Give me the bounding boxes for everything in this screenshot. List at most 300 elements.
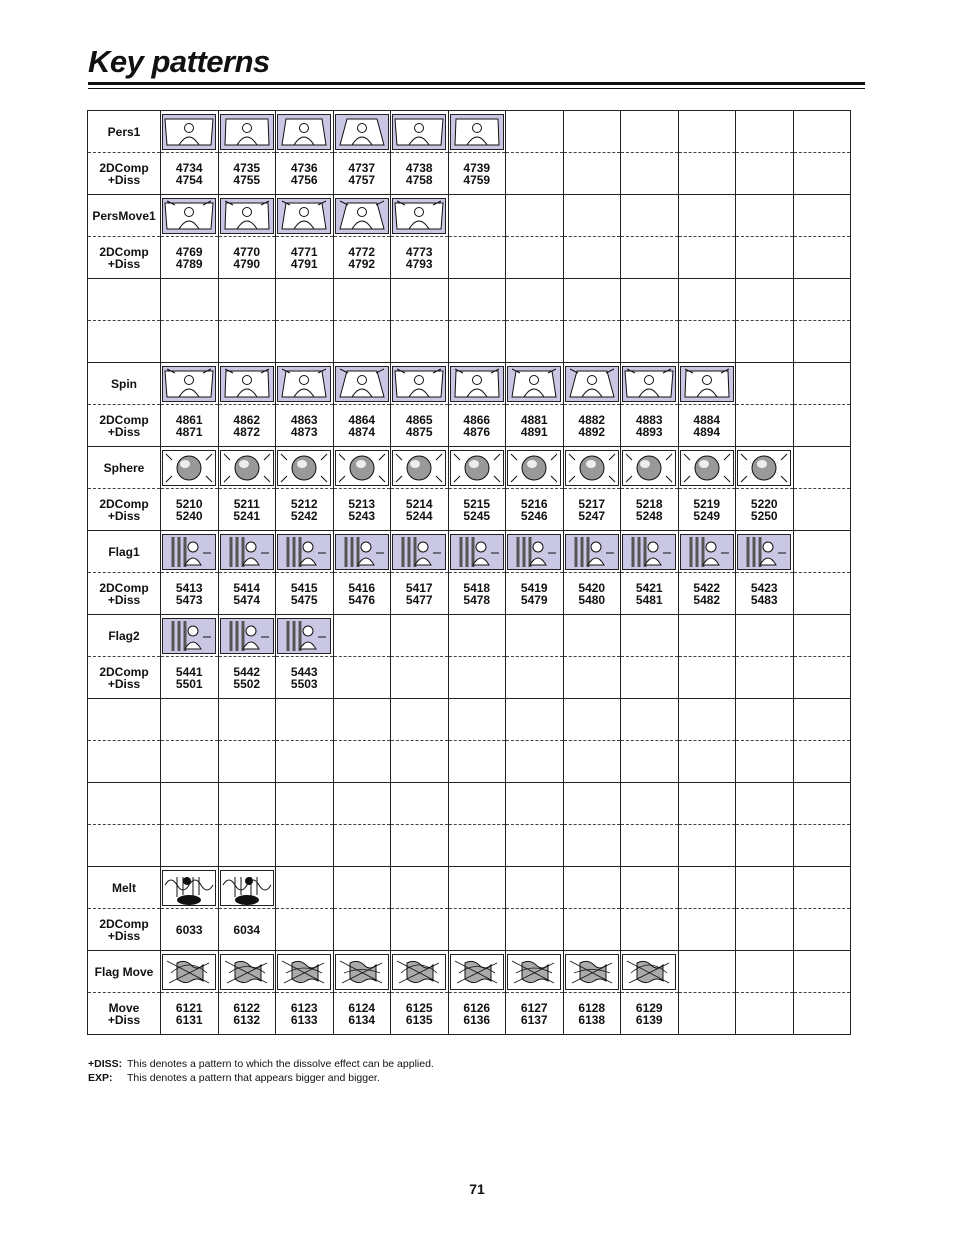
pattern-code-row (88, 993, 851, 1035)
pattern-cell (506, 867, 564, 909)
pattern-number: 4875 (405, 424, 433, 439)
pattern-cell (391, 951, 449, 993)
pattern-number: 5214 (405, 496, 433, 511)
pattern-number: 6135 (405, 1012, 433, 1027)
pattern-code-cell (391, 825, 449, 867)
pattern-code-cell (218, 321, 276, 363)
pattern-code-cell (793, 741, 851, 783)
pattern-cell (793, 699, 851, 741)
pers-move-icon (277, 198, 331, 234)
pattern-number: 4790 (233, 256, 261, 271)
pattern-cell (391, 195, 449, 237)
pattern-code-row (88, 321, 851, 363)
flag-move-icon (220, 954, 274, 990)
pattern-code-cell (621, 573, 679, 615)
pattern-code-cell (793, 237, 851, 279)
pattern-number: 4756 (290, 172, 318, 187)
pattern-number: 6033 (175, 922, 203, 937)
pattern-cell (333, 699, 391, 741)
pers-move-icon (335, 198, 389, 234)
sub-label-line: +Diss (107, 928, 141, 943)
sub-label-line: Move (108, 1000, 140, 1015)
pattern-code-row (88, 489, 851, 531)
pattern-number: 4864 (348, 412, 376, 427)
pattern-code-row (88, 237, 851, 279)
pattern-sub-label (88, 909, 161, 951)
pattern-code-cell (563, 993, 621, 1035)
pattern-code-cell (333, 993, 391, 1035)
flag-move-icon (277, 954, 331, 990)
sub-label-line: +Diss (107, 424, 141, 439)
pattern-cell (563, 615, 621, 657)
pattern-code-cell (563, 657, 621, 699)
sub-label-line: +Diss (107, 256, 141, 271)
pattern-number: 4771 (290, 244, 318, 259)
pattern-code-cell (678, 153, 736, 195)
pattern-cell (736, 615, 794, 657)
sphere-icon (335, 450, 389, 486)
pattern-number: 4770 (233, 244, 261, 259)
pattern-group-label: Flag Move (88, 951, 161, 993)
pattern-cell (276, 531, 334, 573)
pattern-code-cell (218, 237, 276, 279)
pattern-cell (563, 951, 621, 993)
pattern-number: 5422 (693, 580, 721, 595)
pattern-cell (161, 447, 219, 489)
pattern-code-cell (621, 489, 679, 531)
flag-move-icon (622, 954, 676, 990)
pattern-cell (563, 867, 621, 909)
pattern-code-row (88, 741, 851, 783)
pattern-number: 5243 (348, 508, 376, 523)
pattern-number: 5482 (693, 592, 721, 607)
footnotes (88, 1057, 434, 1085)
pattern-sub-label (88, 153, 161, 195)
pattern-cell (793, 279, 851, 321)
spin-icon (565, 366, 619, 402)
pattern-cell (448, 111, 506, 153)
sub-label-line: +Diss (107, 592, 141, 607)
pattern-cell (161, 951, 219, 993)
pattern-cell (448, 783, 506, 825)
pattern-cell (333, 615, 391, 657)
pattern-code-cell (563, 489, 621, 531)
pattern-code-cell (161, 993, 219, 1035)
pattern-cell (736, 531, 794, 573)
spin-icon (162, 366, 216, 402)
pattern-code-cell (276, 741, 334, 783)
pattern-number: 4757 (348, 172, 376, 187)
pers-move-icon (392, 198, 446, 234)
pattern-number: 5441 (175, 664, 203, 679)
pattern-code-cell (793, 321, 851, 363)
pattern-code-cell (161, 489, 219, 531)
pattern-code-cell (276, 237, 334, 279)
pattern-sub-label (88, 573, 161, 615)
pattern-code-cell (506, 405, 564, 447)
pattern-number: 4861 (175, 412, 203, 427)
pattern-number: 5473 (175, 592, 203, 607)
pattern-number: 4739 (463, 160, 491, 175)
pattern-code-cell (161, 909, 219, 951)
pattern-group-label: Spin (88, 363, 161, 405)
sphere-icon (507, 450, 561, 486)
pattern-code-cell (448, 321, 506, 363)
pattern-number: 4884 (693, 412, 721, 427)
pattern-cell (506, 279, 564, 321)
pattern-number: 4758 (405, 172, 433, 187)
pattern-cell (563, 783, 621, 825)
pattern-cell (391, 867, 449, 909)
pattern-number: 6123 (290, 1000, 318, 1015)
pattern-cell (161, 699, 219, 741)
pattern-code-cell (621, 657, 679, 699)
pattern-cell (161, 363, 219, 405)
pattern-code-cell (218, 573, 276, 615)
pattern-cell (621, 195, 679, 237)
sphere-icon (220, 450, 274, 486)
sub-label-line: 2DComp (99, 496, 149, 511)
footnote-key: +DISS: (88, 1058, 123, 1070)
pattern-code-cell (448, 657, 506, 699)
pattern-code-cell (506, 825, 564, 867)
pers-move-icon (162, 198, 216, 234)
pattern-number: 4873 (290, 424, 318, 439)
pattern-cell (161, 615, 219, 657)
pattern-cell (678, 111, 736, 153)
pattern-cell (736, 951, 794, 993)
footnote-text: This denotes a pattern to which the dissolve effect can be applied. (127, 1058, 434, 1070)
pattern-code-cell (506, 237, 564, 279)
pattern-cell (678, 951, 736, 993)
sphere-icon (737, 450, 791, 486)
pattern-number: 5219 (693, 496, 721, 511)
pattern-cell (506, 195, 564, 237)
pattern-cell (678, 195, 736, 237)
pattern-code-cell (333, 825, 391, 867)
pattern-number: 6129 (635, 1000, 663, 1015)
pattern-number: 5247 (578, 508, 606, 523)
pattern-code-row (88, 909, 851, 951)
pattern-number: 6127 (520, 1000, 548, 1015)
pattern-number: 6124 (348, 1000, 376, 1015)
pattern-cell (276, 195, 334, 237)
pattern-code-cell (333, 237, 391, 279)
pers-person-icon (220, 114, 274, 150)
pattern-cell (793, 615, 851, 657)
pattern-code-cell (218, 405, 276, 447)
pattern-code-cell (391, 321, 449, 363)
pattern-cell (621, 867, 679, 909)
pattern-code-cell (736, 153, 794, 195)
pattern-code-cell (678, 657, 736, 699)
pattern-cell (276, 783, 334, 825)
pattern-number: 5503 (290, 676, 318, 691)
pattern-number: 5213 (348, 496, 376, 511)
pattern-number: 5417 (405, 580, 433, 595)
pattern-cell (218, 447, 276, 489)
pattern-code-cell (276, 321, 334, 363)
pattern-number: 5477 (405, 592, 433, 607)
pattern-code-cell (678, 489, 736, 531)
pattern-code-cell (391, 573, 449, 615)
pattern-code-cell (161, 741, 219, 783)
pattern-cell (448, 699, 506, 741)
page-number: 71 (469, 1181, 485, 1197)
pattern-cell (621, 699, 679, 741)
pattern-cell (621, 783, 679, 825)
pattern-code-row (88, 405, 851, 447)
sphere-icon (162, 450, 216, 486)
pattern-code-cell (678, 825, 736, 867)
pattern-cell (218, 111, 276, 153)
pattern-number: 5217 (578, 496, 606, 511)
pattern-cell (218, 363, 276, 405)
flag-move-icon (507, 954, 561, 990)
pattern-sub-label (88, 825, 161, 867)
pattern-code-cell (563, 405, 621, 447)
pattern-sub-label (88, 993, 161, 1035)
pattern-number: 5480 (578, 592, 606, 607)
pattern-number: 6125 (405, 1000, 433, 1015)
pattern-cell (563, 279, 621, 321)
pattern-group-label: Flag1 (88, 531, 161, 573)
pattern-code-cell (793, 657, 851, 699)
pattern-cell (161, 279, 219, 321)
pattern-code-cell (563, 909, 621, 951)
title-rule (88, 82, 865, 85)
pattern-code-cell (563, 153, 621, 195)
pattern-code-cell (448, 993, 506, 1035)
pattern-number: 5420 (578, 580, 606, 595)
pattern-cell (621, 615, 679, 657)
pattern-icon-row (88, 363, 851, 405)
flag-icon (680, 534, 734, 570)
sub-label-line: +Diss (107, 172, 141, 187)
pattern-cell (333, 531, 391, 573)
pers-person-icon (450, 114, 504, 150)
pattern-number: 5246 (520, 508, 548, 523)
sub-label-line: +Diss (107, 508, 141, 523)
pattern-icon-row (88, 531, 851, 573)
pattern-icon-row (88, 195, 851, 237)
pattern-group-label: Flag2 (88, 615, 161, 657)
sphere-icon (450, 450, 504, 486)
pattern-number: 5241 (233, 508, 261, 523)
pattern-group-label: Melt (88, 867, 161, 909)
pattern-number: 5423 (750, 580, 778, 595)
pattern-number: 4863 (290, 412, 318, 427)
pattern-cell (621, 363, 679, 405)
pattern-code-cell (333, 405, 391, 447)
pattern-cell (218, 615, 276, 657)
pattern-number: 5501 (175, 676, 203, 691)
pattern-number: 5415 (290, 580, 318, 595)
flag-icon (277, 618, 331, 654)
sub-label-line: 2DComp (99, 580, 149, 595)
pattern-number: 4792 (348, 256, 376, 271)
pattern-number: 5419 (520, 580, 548, 595)
pattern-cell (276, 615, 334, 657)
pattern-number: 5418 (463, 580, 491, 595)
spin-icon (220, 366, 274, 402)
pattern-cell (793, 447, 851, 489)
pattern-code-cell (218, 909, 276, 951)
pattern-cell (621, 279, 679, 321)
pattern-cell (333, 195, 391, 237)
pattern-cell (563, 363, 621, 405)
pattern-cell (161, 783, 219, 825)
pattern-number: 5416 (348, 580, 376, 595)
pattern-code-cell (276, 909, 334, 951)
pattern-code-cell (678, 741, 736, 783)
pattern-code-cell (621, 237, 679, 279)
pattern-code-cell (448, 909, 506, 951)
pattern-cell (506, 699, 564, 741)
pattern-cell (563, 531, 621, 573)
pattern-cell (276, 867, 334, 909)
pattern-cell (276, 951, 334, 993)
pattern-cell (276, 447, 334, 489)
pattern-cell (736, 867, 794, 909)
flag-icon (162, 618, 216, 654)
pattern-number: 6134 (348, 1012, 376, 1027)
pattern-code-cell (621, 993, 679, 1035)
pattern-number: 4738 (405, 160, 433, 175)
sub-label-line: +Diss (107, 676, 141, 691)
pers-person-icon (335, 114, 389, 150)
pattern-cell (218, 195, 276, 237)
pattern-code-cell (736, 657, 794, 699)
pattern-group-label (88, 279, 161, 321)
pattern-cell (333, 363, 391, 405)
pattern-cell (506, 783, 564, 825)
pattern-cell (678, 279, 736, 321)
pattern-code-cell (161, 321, 219, 363)
pattern-code-cell (218, 153, 276, 195)
pattern-cell (678, 783, 736, 825)
flag-icon (277, 534, 331, 570)
pattern-code-cell (161, 405, 219, 447)
pattern-number: 5245 (463, 508, 491, 523)
pattern-cell (448, 531, 506, 573)
pattern-code-cell (736, 993, 794, 1035)
pattern-number: 4865 (405, 412, 433, 427)
spin-icon (450, 366, 504, 402)
pattern-icon-row (88, 279, 851, 321)
title-rule-thin (88, 88, 865, 89)
pattern-cell (276, 111, 334, 153)
pattern-number: 4891 (520, 424, 548, 439)
pattern-cell (333, 279, 391, 321)
spin-icon (392, 366, 446, 402)
spin-icon (335, 366, 389, 402)
pattern-cell (333, 867, 391, 909)
pattern-number: 5475 (290, 592, 318, 607)
pattern-number: 6131 (175, 1012, 203, 1027)
pattern-code-cell (621, 825, 679, 867)
pattern-number: 4754 (175, 172, 203, 187)
pattern-number: 5442 (233, 664, 261, 679)
pattern-code-cell (161, 825, 219, 867)
pattern-code-cell (276, 153, 334, 195)
pattern-code-cell (276, 405, 334, 447)
pattern-number: 5216 (520, 496, 548, 511)
pattern-code-cell (333, 321, 391, 363)
pattern-code-cell (448, 489, 506, 531)
pattern-code-cell (161, 153, 219, 195)
pattern-cell (793, 867, 851, 909)
pattern-code-cell (161, 237, 219, 279)
pattern-code-cell (391, 657, 449, 699)
pattern-number: 4866 (463, 412, 491, 427)
pattern-icon-row (88, 615, 851, 657)
pattern-number: 4872 (233, 424, 261, 439)
pattern-cell (506, 111, 564, 153)
pattern-cell (161, 531, 219, 573)
pattern-code-cell (506, 909, 564, 951)
pattern-cell (793, 111, 851, 153)
flag-icon (220, 618, 274, 654)
pattern-cell (448, 951, 506, 993)
pattern-code-cell (506, 657, 564, 699)
pattern-number: 4773 (405, 244, 433, 259)
pattern-code-cell (621, 909, 679, 951)
pattern-cell (391, 363, 449, 405)
pattern-number: 5244 (405, 508, 433, 523)
pattern-code-cell (793, 825, 851, 867)
pattern-code-cell (736, 321, 794, 363)
flag-move-icon (450, 954, 504, 990)
pattern-number: 5215 (463, 496, 491, 511)
pattern-code-cell (563, 825, 621, 867)
pattern-cell (678, 867, 736, 909)
pattern-number: 4871 (175, 424, 203, 439)
pattern-cell (391, 699, 449, 741)
pattern-code-cell (448, 741, 506, 783)
flag-move-icon (392, 954, 446, 990)
pattern-number: 5502 (233, 676, 261, 691)
pattern-code-cell (218, 825, 276, 867)
pattern-code-cell (276, 489, 334, 531)
pattern-cell (333, 783, 391, 825)
pattern-code-cell (678, 573, 736, 615)
pattern-cell (333, 447, 391, 489)
sub-label-line: 2DComp (99, 916, 149, 931)
pattern-number: 4876 (463, 424, 491, 439)
flag-icon (507, 534, 561, 570)
pattern-code-cell (218, 993, 276, 1035)
pattern-number: 5478 (463, 592, 491, 607)
pattern-code-cell (391, 405, 449, 447)
sphere-icon (622, 450, 676, 486)
key-patterns-table (87, 110, 851, 1035)
pattern-cell (218, 699, 276, 741)
pattern-number: 5476 (348, 592, 376, 607)
pattern-cell (391, 279, 449, 321)
pattern-cell (218, 531, 276, 573)
pattern-number: 4862 (233, 412, 261, 427)
pattern-code-cell (276, 825, 334, 867)
pattern-cell (678, 447, 736, 489)
pattern-code-cell (218, 657, 276, 699)
pattern-number: 5212 (290, 496, 318, 511)
pattern-number: 5413 (175, 580, 203, 595)
pattern-sub-label (88, 489, 161, 531)
pattern-cell (161, 195, 219, 237)
spin-icon (680, 366, 734, 402)
pattern-code-cell (793, 489, 851, 531)
